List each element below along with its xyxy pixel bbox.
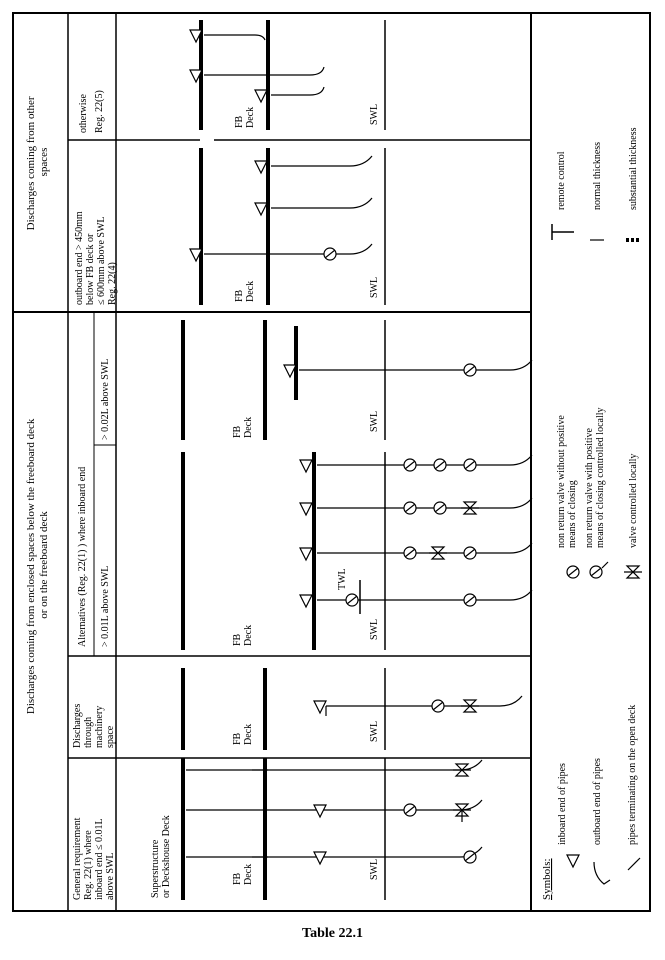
panel-machinery-space [183, 668, 522, 750]
header-other-spaces: Discharges coming from other spaces [25, 96, 50, 231]
svg-text:SWL: SWL [369, 618, 380, 640]
valve-local-icon [624, 566, 642, 578]
header-enclosed-spaces: Discharges coming from enclosed spaces below the freeboard deck or on the freeboard deck [25, 418, 50, 715]
header-otherwise: otherwise Reg. 22(5) [78, 90, 105, 133]
inboard-end-icon [567, 855, 579, 867]
header-alt-low: > 0.01L above SWL [100, 565, 111, 647]
svg-text:normal thickness: normal thickness [592, 141, 603, 210]
svg-text:SWL: SWL [369, 858, 380, 880]
svg-text:SWL: SWL [369, 276, 380, 298]
remote-control-icon [552, 224, 574, 240]
svg-text:inboard end of pipes: inboard end of pipes [557, 763, 568, 845]
header-alternatives: Alternatives (Reg. 22(1) ) where inboard end [77, 466, 88, 647]
header-machinery-space: Discharges through machinery space [72, 703, 116, 748]
table-frame [13, 13, 650, 911]
svg-text:Symbols:: Symbols: [541, 858, 553, 900]
svg-text:pipes terminating on the open: pipes terminating on the open deck [627, 704, 638, 845]
svg-text:valve controlled locally: valve controlled locally [628, 453, 639, 548]
svg-text:non return valve with positive: non return valve with positivemeans of closing controlled locally [584, 407, 606, 548]
panel-alternatives-low [183, 452, 532, 650]
svg-text:SWL: SWL [369, 103, 380, 125]
svg-text:outboard end of pipes: outboard end of pipes [592, 758, 603, 845]
svg-text:FBDeck: FBDeck [232, 624, 254, 646]
svg-text:SWL: SWL [369, 720, 380, 742]
svg-text:FBDeck: FBDeck [232, 863, 254, 885]
svg-text:FBDeck: FBDeck [234, 106, 256, 128]
panel-general-requirement [150, 758, 482, 900]
svg-text:Superstructureor Deckshouse De: Superstructureor Deckshouse Deck [150, 815, 172, 898]
svg-text:FBDeck: FBDeck [232, 723, 254, 745]
nrv-no-close-icon [567, 566, 579, 578]
svg-text:remote control: remote control [556, 151, 567, 210]
nrv-close-icon [590, 562, 608, 578]
outboard-end-icon [594, 862, 610, 884]
table-caption: Table 22.1 [302, 926, 363, 941]
header-general-requirement: General requirement Reg. 22(1) where inboard end ≤ 0.01L above SWL [72, 817, 116, 900]
panel-alternatives-high [183, 320, 532, 440]
panel-otherwise [190, 20, 385, 130]
header-outboard-end: outboard end > 450mm below FB deck or ≤ 600mm above SWL Reg. 22(4) [74, 211, 118, 305]
panel-outboard-end [190, 148, 385, 305]
open-deck-icon [628, 858, 640, 870]
svg-text:FBDeck: FBDeck [232, 416, 254, 438]
svg-text:TWL: TWL [337, 568, 348, 590]
symbols-legend [541, 127, 642, 900]
svg-text:non return valve without posit: non return valve without positivemeans of closing [556, 415, 578, 548]
header-alt-high: > 0.02L above SWL [100, 358, 111, 440]
svg-text:SWL: SWL [369, 410, 380, 432]
svg-text:substantial thickness: substantial thickness [628, 127, 639, 210]
svg-text:FBDeck: FBDeck [234, 280, 256, 302]
